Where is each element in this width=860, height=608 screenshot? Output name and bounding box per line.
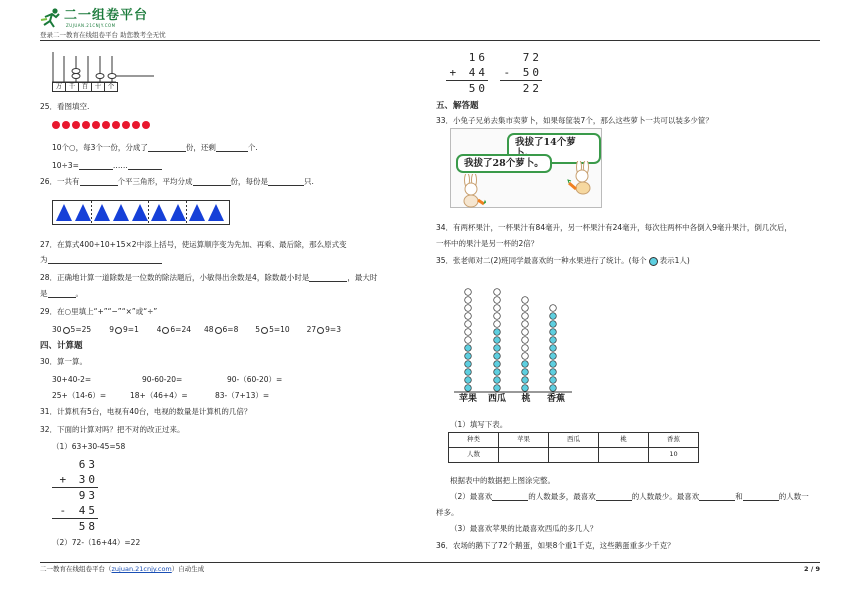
bead-桃[interactable] [522,353,529,360]
q35-part1: （1）填写下表。 [450,420,508,429]
q35-part3: （3）最喜欢苹果的比最喜欢西瓜的多几人？ [450,524,598,533]
section-5-title: 五、解答题 [436,101,479,111]
q35-text: 和 [735,492,743,501]
chart-label: 桃 [521,394,531,404]
bead-苹果[interactable] [465,345,472,352]
q25-text: …… [112,161,128,170]
q30-expr: 30+40-2= [52,375,92,384]
abacus-label: 千 [66,83,79,91]
red-dot-icon [82,121,90,129]
bead-苹果[interactable] [465,361,472,368]
operator-circle[interactable] [317,327,324,334]
triangle-icon [94,204,110,221]
bead-columns [454,272,572,394]
header-subtitle: 登录二一教育在线组卷平台 助您教考全无忧 [40,31,166,39]
triangle-box [52,200,230,225]
bead-桃[interactable] [522,345,529,352]
q34-line1: 34．有两杯果汁，一杯果汁有84毫升，另一杯果汁有24毫升，每次往两杯中各倒入9毫升果汁，倒几次后， [436,223,792,232]
triangle-icon [189,204,205,221]
q29-result: 9=3 [325,325,341,334]
q27-tail: 为 [40,255,48,264]
q29-operand: 27 [306,325,317,334]
triangle-icon [151,204,167,221]
answer-blank[interactable] [268,178,304,186]
triangle-icon [56,204,72,221]
q29-operand: 48 [203,325,214,334]
q32-part1: （1）63+30-45=58 [52,442,126,451]
q31-text: 31．计算机有5台，电视有40台，电视的数量是计算机的几倍？ [40,407,252,416]
q32-vertical-calc [52,457,98,534]
red-dot-icon [52,121,60,129]
q29-item [204,325,255,334]
q28-line1 [40,273,377,282]
bead-桃[interactable] [522,329,529,336]
bead-西瓜[interactable] [494,353,501,360]
table-cell-input[interactable] [599,448,649,463]
calc-row: 50 [468,82,488,95]
table-cell: 桃 [599,433,649,448]
table-row [449,433,699,448]
answer-blank[interactable] [309,274,347,282]
q30-expr: 90-（60-20）= [227,375,283,384]
q35-title [436,256,690,266]
q25-line1 [52,143,258,152]
abacus-label: 十 [92,83,105,91]
q28-text: 是 [40,289,48,298]
q35-note: 根据表中的数据把上图涂完整。 [450,476,555,485]
q35-title-a: 35．张老师对二(2)班同学最喜欢的一种水果进行了统计。(每个 [436,256,647,265]
calc-row: 22 [522,82,542,95]
answer-blank[interactable] [48,256,162,264]
calc-row: - 50 [503,66,542,79]
bead-桃[interactable] [522,297,529,304]
q29-item [255,325,306,334]
red-dot-icon [92,121,100,129]
q25-text: 10个○，每3个一份，分成了 [52,143,148,152]
q34-line2: 一杯中的果汁是另一杯的2倍？ [436,239,539,248]
bead-桃[interactable] [522,321,529,328]
header-logo [40,8,160,30]
answer-blank[interactable] [80,178,118,186]
table-cell-input[interactable] [499,448,549,463]
q30-expr: 25+（14-6）= [52,391,107,400]
calc-row: 63 [78,458,98,471]
q29-operand: 9 [109,325,115,334]
bead-西瓜[interactable] [494,329,501,336]
calc-row: 58 [78,520,98,533]
bead-苹果[interactable] [465,313,472,320]
fruit-table [448,432,699,463]
q35-part2-line1 [450,492,809,501]
footer-link[interactable]: zujuan.21cnjy.com [111,565,172,573]
q27-line2 [40,255,162,264]
triangle-icon [132,204,148,221]
abacus-label: 万 [53,83,66,91]
logo-subtitle: ZUJUAN.21CNJY.COM [66,23,116,28]
red-dot-icon [122,121,130,129]
q36-text: 36．农场的鹅下了72个鹅蛋，如果8个重1千克，这些鹅蛋重多少千克？ [436,541,675,550]
red-dot-icon [72,121,80,129]
bead-西瓜[interactable] [494,385,501,392]
section-4-title: 四、计算题 [40,341,83,351]
q29-item [52,325,109,334]
fruit-bead-chart [454,272,572,408]
bead-桃[interactable] [522,369,529,376]
q35-text: （2）最喜欢 [450,492,493,501]
bead-西瓜[interactable] [494,321,501,328]
chart-label: 香蕉 [546,394,565,404]
blue-triangles [53,201,229,224]
header-divider [40,40,820,41]
table-cell: 人数 [449,448,499,463]
calc-row: + 44 [449,66,488,79]
bead-香蕉[interactable] [550,321,557,328]
q28-text: 28．正确地计算一道除数是一位数的除法题后，小敏得出余数是4，除数最小时是 [40,273,310,282]
logo-title: 二一组卷平台 [64,8,149,23]
bead-苹果[interactable] [465,353,472,360]
triangle-icon [208,204,224,221]
bead-桃[interactable] [522,377,529,384]
q35-text: 的人数最少。最喜欢 [631,492,700,501]
bead-西瓜[interactable] [494,369,501,376]
rabbit-right-icon [567,161,597,195]
top-calc-right [500,50,542,96]
q35-text: 的人数一 [778,492,809,501]
rabbit-left-icon [456,174,486,208]
q25-text: 个. [247,143,258,152]
bead-西瓜[interactable] [494,305,501,312]
q29-operand: 30 [52,325,62,334]
answer-blank[interactable] [596,493,632,501]
q27-text: 27．在算式400÷10+15×2中添上括号，使运算顺序变为先加、再乘、最后除，那么原式变 [40,240,347,249]
answer-blank[interactable] [216,144,248,152]
table-cell: 香蕉 [649,433,699,448]
q25-title: 25．看图填空. [40,102,90,111]
q29-result: 5=10 [269,325,290,334]
bead-西瓜[interactable] [494,313,501,320]
bead-苹果[interactable] [465,337,472,344]
q29-item [109,325,156,334]
calc-row: 16 [468,51,488,64]
calc-row: - 45 [59,504,98,517]
bead-桃[interactable] [522,305,529,312]
q30-row2 [52,391,305,400]
q30-expr: 90-60-20= [142,375,183,384]
chart-label: 苹果 [458,394,477,404]
triangle-icon [170,204,186,221]
bead-香蕉[interactable] [550,329,557,336]
q26-text: 个平三角形，平均分成 [117,177,193,186]
calc-row: 93 [78,489,98,502]
operator-circle[interactable] [115,327,122,334]
operator-circle[interactable] [215,327,222,334]
q26-text: 份，每份是 [230,177,269,186]
speech-bubble-2: 我拔了28个萝卜。 [456,154,552,173]
bead-西瓜[interactable] [494,337,501,344]
q30-expr: 18+（46+4）= [130,391,188,400]
bead-香蕉[interactable] [550,337,557,344]
bead-苹果[interactable] [465,321,472,328]
q33-text: 33．小兔子兄弟去集市卖萝卜，如果每筐装7个，那么这些萝卜一共可以装多少筐？ [436,116,713,125]
abacus-rods [52,52,162,84]
q29-item [157,325,204,334]
abacus-label: 百 [79,83,92,91]
bead-苹果[interactable] [465,329,472,336]
q26-text: 26．一共有 [40,177,80,186]
q29-result: 6=24 [170,325,191,334]
abacus-label: 个 [107,82,115,90]
bead-苹果[interactable] [465,297,472,304]
red-dot-icon [112,121,120,129]
q35-title-b: 表示1人) [659,256,690,265]
q28-line2 [40,289,83,298]
bead-香蕉[interactable] [550,369,557,376]
table-cell: 种类 [449,433,499,448]
footer-left [40,566,204,574]
q32-title: 32．下面的计算对吗？把不对的改正过来。 [40,425,185,434]
answer-blank[interactable] [492,493,528,501]
q28-text: 。 [75,289,83,298]
bead-香蕉[interactable] [550,361,557,368]
operator-circle[interactable] [261,327,268,334]
bead-西瓜[interactable] [494,361,501,368]
q32-part2: （2）72-（16+44）=22 [52,538,141,547]
page-number: 2 / 9 [804,565,820,573]
bead-西瓜[interactable] [494,345,501,352]
bead-香蕉[interactable] [550,385,557,392]
q30-row1 [52,375,317,384]
bead-西瓜[interactable] [494,297,501,304]
top-calc-left [446,50,488,96]
answer-blank[interactable] [699,493,735,501]
chart-label: 西瓜 [487,394,506,404]
red-dot-icon [142,121,150,129]
bead-桃[interactable] [522,313,529,320]
answer-blank[interactable] [743,493,779,501]
q25-text: 10÷3= [52,161,79,170]
q29-items [52,325,352,334]
table-row [449,448,699,463]
bead-chart-labels [454,394,572,405]
q29-result: 6=8 [222,325,239,334]
answer-blank[interactable] [128,162,162,170]
answer-blank[interactable] [79,162,113,170]
table-cell: 10 [649,448,699,463]
bead-香蕉[interactable] [550,313,557,320]
bead-苹果[interactable] [465,289,472,296]
q25-text: 份，还剩 [185,143,216,152]
q29-result: 9=1 [123,325,139,334]
answer-blank[interactable] [48,290,76,298]
table-cell: 苹果 [499,433,549,448]
bead-西瓜[interactable] [494,377,501,384]
abacus-labels [52,82,118,92]
calc-row: + 30 [59,473,98,486]
red-dot-icon [132,121,140,129]
runner-logo-icon [40,8,62,28]
bead-桃[interactable] [522,361,529,368]
q26-text: 只. [304,177,314,186]
q29-operand: 5 [255,325,261,334]
bead-桃[interactable] [522,385,529,392]
bead-苹果[interactable] [465,385,472,392]
q30-expr: 83-（7+13）= [215,391,270,400]
red-dots [52,121,150,129]
bead-香蕉[interactable] [550,377,557,384]
calc-row: 72 [522,51,542,64]
answer-blank[interactable] [193,178,231,186]
bead-西瓜[interactable] [494,289,501,296]
bead-香蕉[interactable] [550,345,557,352]
q35-part2-line2: 样多。 [436,508,459,517]
bead-苹果[interactable] [465,305,472,312]
triangle-icon [75,204,91,221]
q29-item [307,325,352,334]
q29-result: 5=25 [70,325,92,334]
rabbits-image [450,128,602,208]
bead-香蕉[interactable] [550,305,557,312]
q35-text: 的人数最多，最喜欢 [528,492,596,501]
triangle-icon [113,204,129,221]
red-dot-icon [102,121,110,129]
abacus-figure [52,52,162,94]
red-dot-icon [62,121,70,129]
footer-text: 二一教育在线组卷平台（ [40,565,112,573]
footer-text: ）自动生成 [171,565,205,573]
speech-bubble-1: 我拔了14个萝 [507,133,601,164]
footer-divider [40,562,820,563]
unit-circle-icon [649,257,658,266]
q28-text: ，最大时 [347,273,378,282]
operator-circle[interactable] [162,327,169,334]
bead-苹果[interactable] [465,369,472,376]
table-cell-input[interactable] [549,448,599,463]
bead-苹果[interactable] [465,377,472,384]
q30-title: 30．算一算。 [40,357,88,366]
bead-香蕉[interactable] [550,353,557,360]
operator-circle[interactable] [63,327,70,334]
q26-text [40,177,314,186]
bead-桃[interactable] [522,337,529,344]
q25-line2 [52,161,162,170]
q29-operand: 4 [156,325,162,334]
answer-blank[interactable] [148,144,186,152]
table-cell: 西瓜 [549,433,599,448]
q29-title: 29．在○里填上“+”“−”“×”或“÷” [40,307,158,316]
